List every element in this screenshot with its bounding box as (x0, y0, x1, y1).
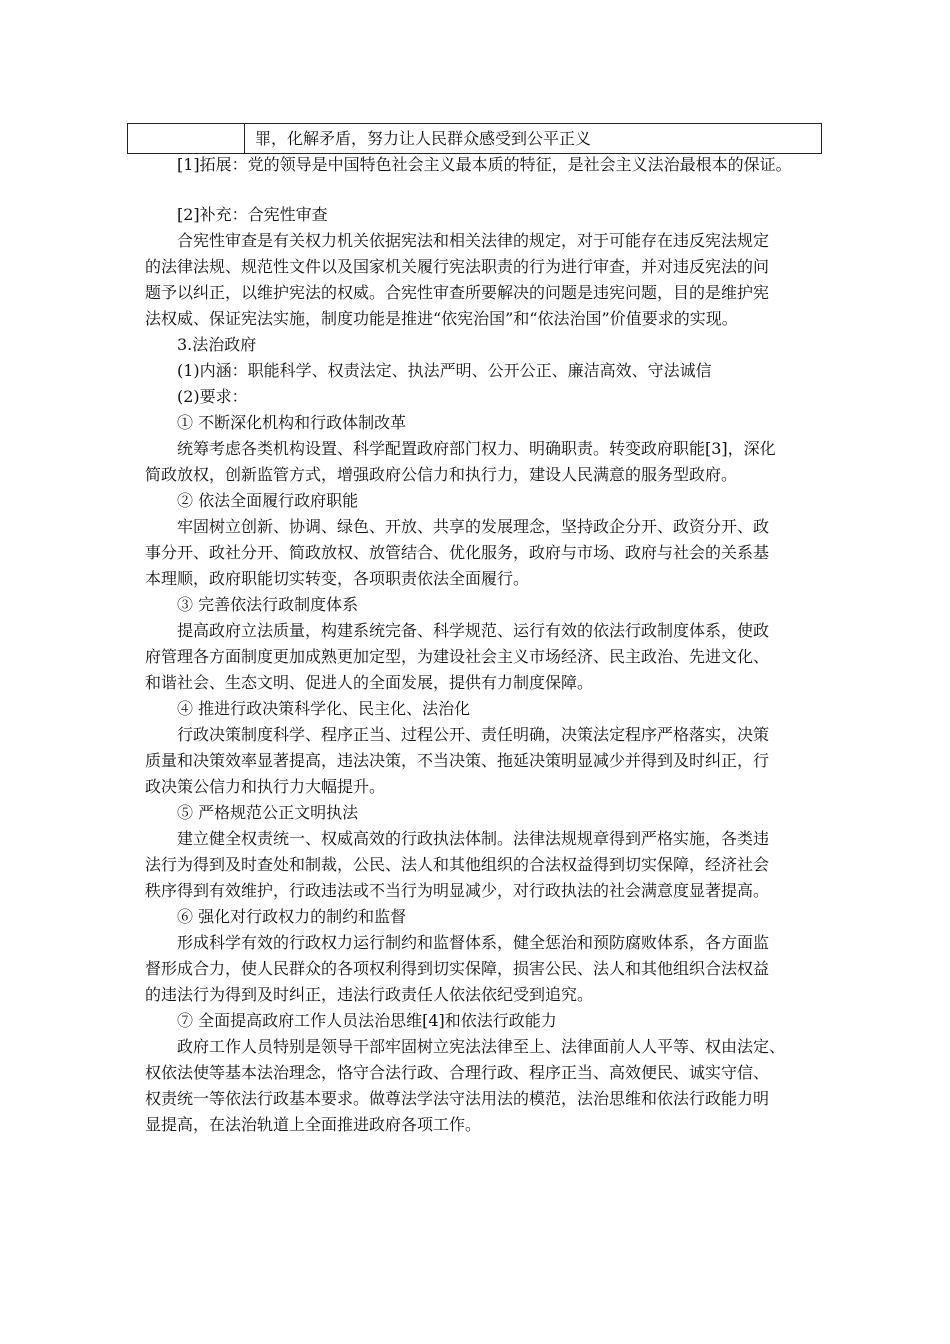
text-line: 政决策公信力和执行力大幅提升。 (145, 777, 386, 796)
text-line: 质量和决策效率显著提高，违法决策，不当决策、拖延决策明显减少并得到及时纠正，行 (145, 751, 770, 770)
table-cell-empty (128, 124, 245, 153)
text-line: 本理顺，政府职能切实转变，各项职责依法全面履行。 (145, 569, 530, 588)
text-line: 牢固树立创新、协调、绿色、开放、共享的发展理念，坚持政企分开、政资分开、政 (177, 517, 770, 536)
text-line: 题予以纠正，以维护宪法的权威。合宪性审查所要解决的问题是违宪问题，目的是维护宪 (145, 283, 770, 302)
text-line: 事分开、政社分开、简政放权、放管结合、优化服务，政府与市场、政府与社会的关系基 (145, 543, 770, 562)
text-line: 法权威、保证宪法实施，制度功能是推进“依宪治国”和“依法治国”价值要求的实现。 (145, 309, 738, 328)
text-line: 建立健全权责统一、权威高效的行政执法体制。法律法规规章得到严格实施，各类违 (177, 829, 770, 848)
document-body (145, 152, 815, 1138)
text-line: 显提高，在法治轨道上全面推进政府各项工作。 (145, 1115, 482, 1134)
text-line: ⑤ 严格规范公正文明执法 (177, 803, 359, 822)
text-line: (2)要求： (177, 387, 248, 406)
text-line: ③ 完善依法行政制度体系 (177, 595, 359, 614)
table-cell-text: 罪，化解矛盾，努力让人民群众感受到公平正义 (255, 129, 592, 148)
text-line: [2]补充：合宪性审查 (177, 205, 328, 224)
text-line: ① 不断深化机构和行政体制改革 (177, 413, 407, 432)
text-line: ⑦ 全面提高政府工作人员法治思维[4]和依法行政能力 (177, 1011, 557, 1030)
text-line: 权责统一等依法行政基本要求。做尊法学法守法用法的模范，法治思维和依法行政能力明 (145, 1089, 770, 1108)
text-line: (1)内涵：职能科学、权责法定、执法严明、公开公正、廉洁高效、守法诚信 (177, 361, 712, 380)
text-line: 提高政府立法质量，构建系统完备、科学规范、运行有效的依法行政制度体系，使政 (177, 621, 770, 640)
text-line: ④ 推进行政决策科学化、民主化、法治化 (177, 699, 471, 718)
text-line: ⑥ 强化对行政权力的制约和监督 (177, 907, 407, 926)
text-line: 的法律法规、规范性文件以及国家机关履行宪法职责的行为进行审查，并对违反宪法的问 (145, 257, 770, 276)
text-line: 府管理各方面制度更加成熟更加定型，为建设社会主义市场经济、民主政治、先进文化、 (145, 647, 770, 666)
text-line: 的违法行为得到及时纠正，违法行政责任人依法依纪受到追究。 (145, 985, 594, 1004)
text-line: 秩序得到有效维护，行政违法或不当行为明显减少，对行政执法的社会满意度显著提高。 (145, 881, 770, 900)
text-line: 行政决策制度科学、程序正当、过程公开、责任明确，决策法定程序严格落实，决策 (177, 725, 770, 744)
text-line (145, 178, 815, 202)
table-fragment (127, 123, 822, 154)
text-line: 3.法治政府 (177, 335, 257, 354)
text-line: 政府工作人员特别是领导干部牢固树立宪法法律至上、法律面前人人平等、权由法定、 (177, 1037, 786, 1056)
text-line: 简政放权，创新监管方式，增强政府公信力和执行力，建设人民满意的服务型政府。 (145, 465, 738, 484)
text-line: 形成科学有效的行政权力运行制约和监督体系，健全惩治和预防腐败体系，各方面监 (177, 933, 770, 952)
text-line: 督形成合力，使人民群众的各项权利得到切实保障，损害公民、法人和其他组织合法权益 (145, 959, 770, 978)
text-line: 统筹考虑各类机构设置、科学配置政府部门权力、明确职责。转变政府职能[3]，深化 (177, 439, 776, 458)
text-line: [1]拓展：党的领导是中国特色社会主义最本质的特征，是社会主义法治最根本的保证。 (177, 155, 792, 174)
text-line: ② 依法全面履行政府职能 (177, 491, 359, 510)
text-line: 和谐社会、生态文明、促进人的全面发展，提供有力制度保障。 (145, 673, 594, 692)
text-line: 合宪性审查是有关权力机关依据宪法和相关法律的规定，对于可能存在违反宪法规定 (177, 231, 770, 250)
text-line: 权依法使等基本法治理念，恪守合法行政、合理行政、程序正当、高效便民、诚实守信、 (145, 1063, 770, 1082)
text-line: 法行为得到及时查处和制裁，公民、法人和其他组织的合法权益得到切实保障，经济社会 (145, 855, 770, 874)
